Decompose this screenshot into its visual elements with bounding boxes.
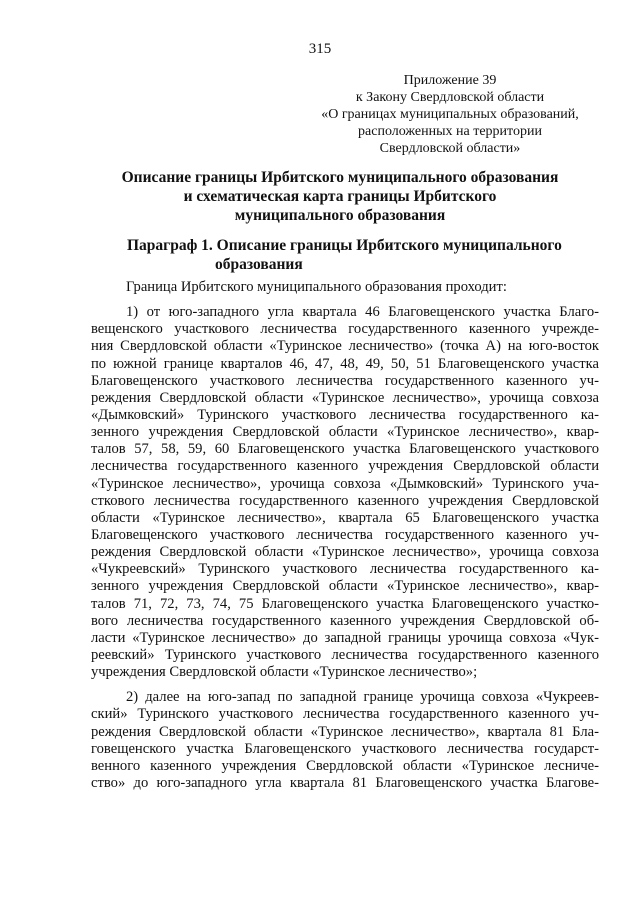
item-1-line: зенного учреждения Свердловской области «Туринское лесничество», квар-: [91, 424, 599, 441]
item-1-line: по южной границе кварталов 46, 47, 48, 49, 50, 51 Благовещенского участка: [91, 355, 599, 372]
item-1: [91, 304, 599, 681]
item-2-line: ский» Туринского участкового лесничества государственного казенного уч-: [91, 706, 599, 723]
item-1-line: сткового лесничества государственного казенного учреждения Свердловской: [91, 492, 599, 509]
item-2: [91, 689, 599, 792]
item-1-line: «Туринское лесничество», урочища совхоза «Дымковский» Туринского уча-: [91, 475, 599, 492]
intro-line: Граница Ирбитского муниципального образования проходит:: [126, 279, 507, 295]
heading-line: образования: [215, 256, 303, 273]
document-title: [80, 168, 600, 225]
item-1-line: «Чукреевский» Туринского участкового лесничества государственного ка-: [91, 561, 599, 578]
item-1-line: зенного учреждения Свердловской области «Туринское лесничество», квар-: [91, 578, 599, 595]
item-1-line: талов 71, 72, 73, 74, 75 Благовещенского участка Благовещенского участко-: [91, 595, 599, 612]
annex-reference: [290, 72, 610, 157]
annex-line: «О границах муниципальных образований,: [321, 107, 579, 122]
item-1-line: талов 57, 58, 59, 60 Благовещенского участка Благовещенского участкового: [91, 441, 599, 458]
item-2-line: ство» до юго-западного угла квартала 81 Благовещенского участка Благове-: [91, 774, 599, 791]
item-1-line: «Дымковский» Туринского участкового лесничества государственного ка-: [91, 407, 599, 423]
item-1-line: реждения Свердловской области «Туринское лесничество», урочища совхоза: [91, 544, 599, 561]
page-number: 315: [308, 41, 332, 57]
item-1-line: Благовещенского участкового лесничества государственного казенного уч-: [91, 526, 599, 543]
title-line: муниципального образования: [234, 207, 446, 224]
title-line: Описание границы Ирбитского муниципального образования: [121, 169, 559, 186]
annex-line: Приложение 39: [403, 73, 497, 88]
item-1-line: лесничества государственного казенного учреждения Свердловской области: [91, 458, 599, 475]
item-1-line: учреждения Свердловской области «Туринское лесничество»;: [91, 664, 478, 681]
item-1-line: реждения Свердловской области «Туринское лесничество», урочища совхоза: [91, 389, 599, 406]
item-2-line: реждения Свердловской области «Туринское лесничество», квартала 81 Бла-: [91, 723, 599, 740]
item-1-line: Благовещенского участкового лесничества государственного казенного уч-: [91, 372, 599, 389]
item-1-line: области «Туринское лесничество», квартала 65 Благовещенского участка: [91, 509, 599, 526]
annex-line: к Закону Свердловской области: [355, 90, 545, 105]
item-1-line: вещенского участкового лесничества государственного казенного учрежде-: [91, 321, 599, 338]
item-2-line: 2) далее на юго-запад по западной границе урочища совхоза «Чукреев-: [126, 689, 599, 706]
item-1-line: реевский» Туринского участкового лесничества государственного казенного: [91, 646, 599, 663]
item-1-line: ния Свердловской области «Туринское лесничество» (точка А) на юго-восток: [91, 338, 599, 355]
item-1-line: ласти «Туринское лесничество» до западной границы урочища совхоза «Чук-: [91, 629, 599, 646]
annex-line: расположенных на территории: [358, 124, 542, 139]
item-2-line: венного казенного учреждения Свердловской области «Туринское лесниче-: [91, 757, 599, 774]
item-1-line: вого лесничества государственного казенного учреждения Свердловской об-: [91, 612, 599, 629]
item-2-line: говещенского участка Благовещенского участкового лесничества государст-: [91, 740, 599, 757]
item-1-line: 1) от юго-западного угла квартала 46 Благовещенского участка Благо-: [126, 304, 599, 321]
paragraph-heading: [127, 236, 607, 274]
title-line: и схематическая карта границы Ирбитского: [183, 188, 497, 205]
heading-line: Параграф 1. Описание границы Ирбитского муниципального: [127, 237, 562, 254]
annex-line: Свердловской области»: [379, 141, 521, 156]
body-text: [91, 279, 599, 792]
